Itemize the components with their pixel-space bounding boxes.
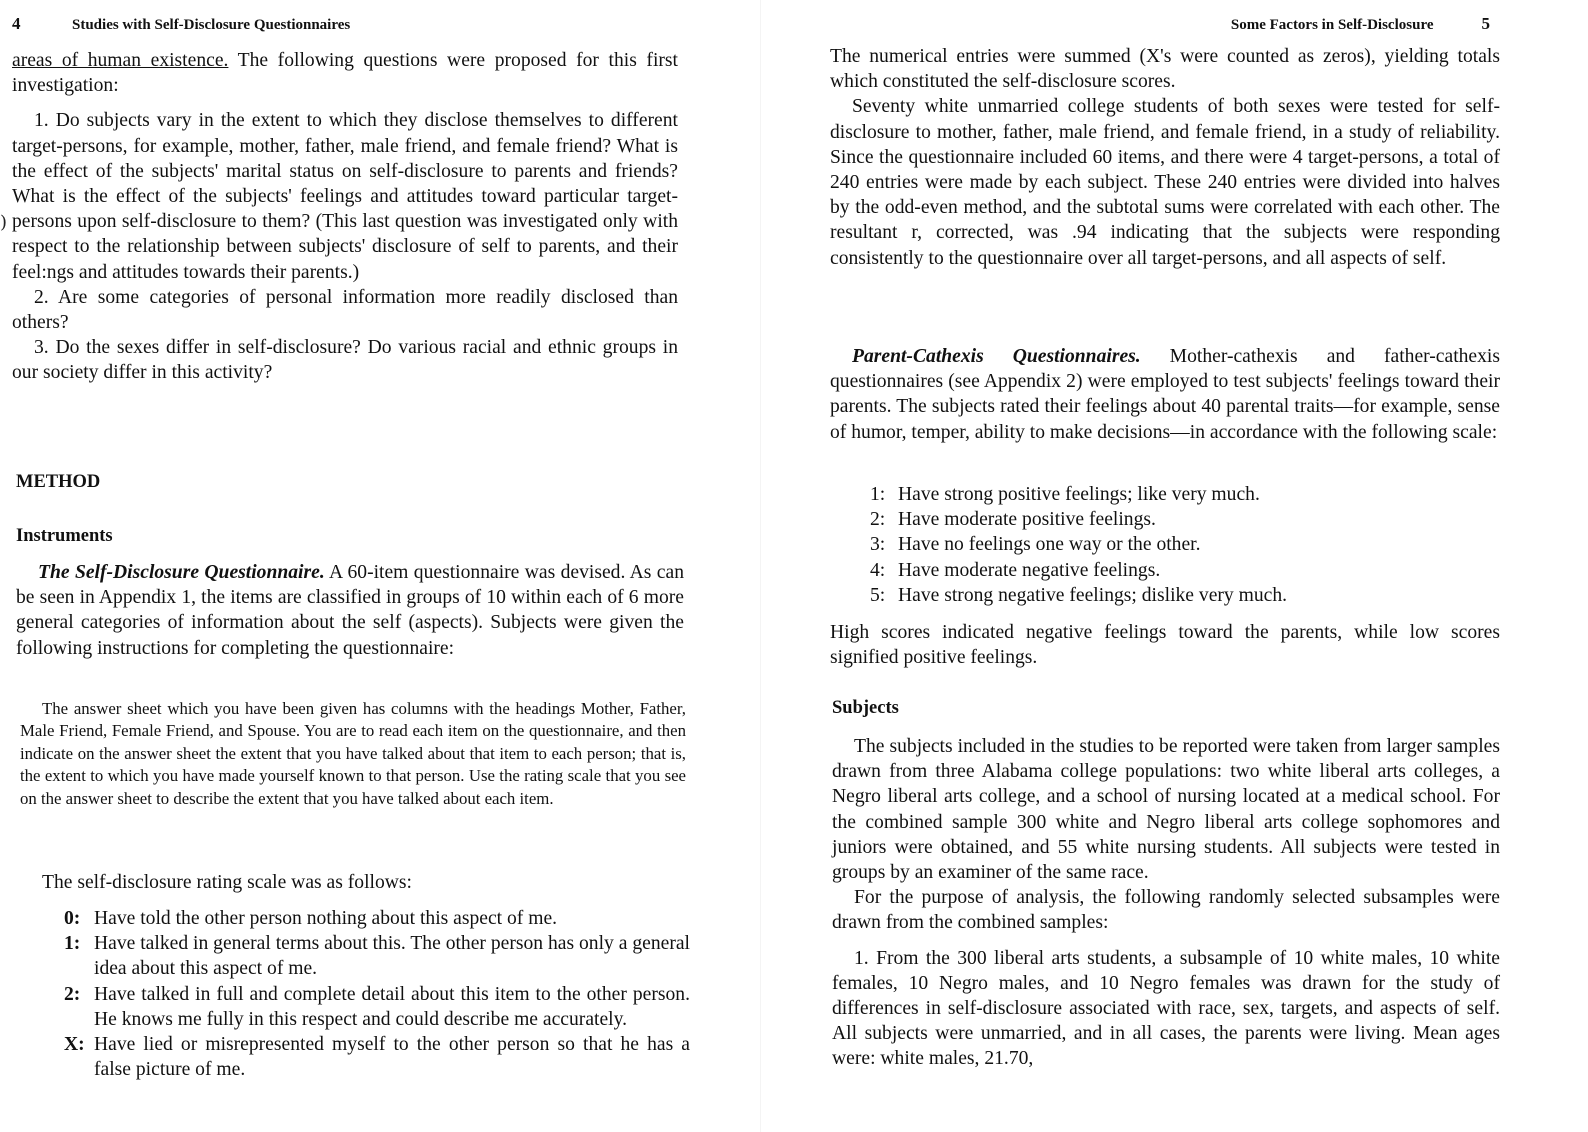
left-running-head bbox=[12, 14, 350, 34]
instructions-text: The answer sheet which you have been given has columns with the headings Mother, Father, Male Friend, Female Friend, and Spouse. You are to read each item on the questionnaire, and then indicate on the answer sheet the extent that you have talked about that item to each person; that is, the extent to which you have made yourself known to that person. Use the rating scale that you see on the answer sheet to describe the extent that you have talked about each item. bbox=[20, 699, 686, 808]
sdq-title: The Self-Disclosure Questionnaire. bbox=[38, 562, 325, 583]
subsample-1: 1. From the 300 liberal arts students, a subsample of 10 white males, 10 white females, 10 Negro males, and 10 Negro females was drawn for the study of differences in self-disclosure associated with race, sex, targets, and aspects of self. All subjects were unmarried, and in all cases, the parents were living. Mean ages were: white males, 21.70, bbox=[832, 947, 1500, 1070]
scale-item: 4: Have moderate negative feelings. bbox=[870, 559, 1161, 581]
intro-underlined: areas of human existence. bbox=[12, 50, 229, 71]
running-title: Some Factors in Self-Disclosure bbox=[1230, 17, 1434, 33]
pcq-title: Parent-Cathexis Questionnaires. bbox=[852, 346, 1141, 367]
reliability-paragraph: Seventy white unmarried college students of both sexes were tested for self-disclosure to mother, father, male friend, and female friend, in a study of reliability. Since the questionnaire included 60 items, and there were 4 target-persons, a total of 240 entries were made by each subject. These 240 entries were divided into halves by the odd-even method, and the subtotal sums were correlated with each other. The resultant r, corrected, was .94 indicating that the subjects were responding consistently to the questionnaire over all target-persons, and all aspects of self. bbox=[830, 96, 1500, 269]
scale-item: 0: Have told the other person nothing about this aspect of me. bbox=[64, 908, 558, 929]
running-title: Studies with Self-Disclosure Questionnaires bbox=[72, 17, 351, 33]
scoring-paragraph: The numerical entries were summed (X's were counted as zeros), yielding totals which constituted the self-disclosure scores. bbox=[830, 46, 1500, 93]
scale-item: 2: Have moderate positive feelings. bbox=[870, 509, 1156, 531]
disclosure-rating-scale bbox=[64, 906, 690, 1082]
page-number: 5 bbox=[1481, 14, 1490, 33]
scale-item: X: Have lied or misrepresented myself to the other person so that he has a false picture of me. bbox=[64, 1034, 690, 1081]
section-heading-method: METHOD bbox=[16, 472, 101, 492]
scale-item: 5: Have strong negative feelings; dislike very much. bbox=[870, 584, 1288, 606]
intro-block bbox=[12, 48, 678, 386]
scale-item: 3: Have no feelings one way or the other. bbox=[870, 534, 1201, 556]
book-gutter bbox=[760, 0, 761, 1132]
scale-intro: The self-disclosure rating scale was as follows: bbox=[42, 872, 412, 893]
sdq-paragraph bbox=[16, 560, 684, 661]
scale-item: 2: Have talked in full and complete detail about this item to the other person. He knows me fully in this respect and could describe me accurately. bbox=[64, 983, 690, 1030]
analysis-paragraph: For the purpose of analysis, the following randomly selected subsamples were drawn from the combined samples: bbox=[832, 887, 1500, 934]
margin-bracket-mark: ) bbox=[0, 212, 8, 233]
subjects-block bbox=[832, 734, 1500, 1072]
parent-cathexis-scale bbox=[870, 482, 1430, 608]
intro-text: The following questions were proposed for this first investigation: bbox=[12, 50, 678, 97]
question-3: 3. Do the sexes differ in self-disclosure? Do various racial and ethnic groups in our society differ in this activity? bbox=[12, 337, 678, 384]
question-2: 2. Are some categories of personal information more readily disclosed than others? bbox=[12, 286, 678, 334]
scale-item: 1: Have strong positive feelings; like very much. bbox=[870, 484, 1260, 505]
question-1: 1. Do subjects vary in the extent to which they disclose themselves to different target-persons, for example, mother, father, male friend, and female friend? What is the effect of the subjects' marital status on self-disclosure to parents and friends? What is the effect of the subjects' feelings and attitudes toward particular target-persons upon self-disclosure to them? (This last question was investigated only with respect to the relationship between subjects' disclosure of self to parents, and their feel:ngs and attitudes towards their parents.) bbox=[12, 110, 678, 283]
right-running-head bbox=[1231, 14, 1490, 34]
subsection-heading-subjects: Subjects bbox=[832, 698, 899, 718]
subsection-heading-instruments: Instruments bbox=[16, 526, 113, 546]
instructions-block bbox=[20, 698, 686, 810]
scale-item: 1: Have talked in general terms about this. The other person has only a general idea about this aspect of me. bbox=[64, 933, 690, 980]
page-number: 4 bbox=[12, 14, 21, 33]
subjects-paragraph: The subjects included in the studies to be reported were taken from larger samples drawn from three Alabama college populations: two white liberal arts colleges, a Negro liberal arts college, and a school of nursing located at a medical school. For the combined sample 300 white and Negro liberal arts college sophomores and juniors were obtained, and 55 white nursing students. All subjects were tested in groups by an examiner of the same race. bbox=[832, 736, 1500, 884]
pcq-text: Mother-cathexis and father-cathexis questionnaires (see Appendix 2) were employed to test subjects' feelings toward their parents. The subjects rated their feelings about 40 parental traits—for example, sense of humor, temper, ability to make decisions—in accordance with the following scale: bbox=[830, 346, 1500, 443]
pc-note: High scores indicated negative feelings toward the parents, while low scores signified positive feelings. bbox=[830, 622, 1500, 669]
pcq-paragraph bbox=[830, 344, 1500, 445]
reliability-block bbox=[830, 44, 1500, 271]
sdq-text: A 60-item questionnaire was devised. As can be seen in Appendix 1, the items are classified in groups of 10 within each of 6 more general categories of information about the self (aspects). Subjects were given the following instructions for completing the questionnaire: bbox=[16, 562, 684, 659]
